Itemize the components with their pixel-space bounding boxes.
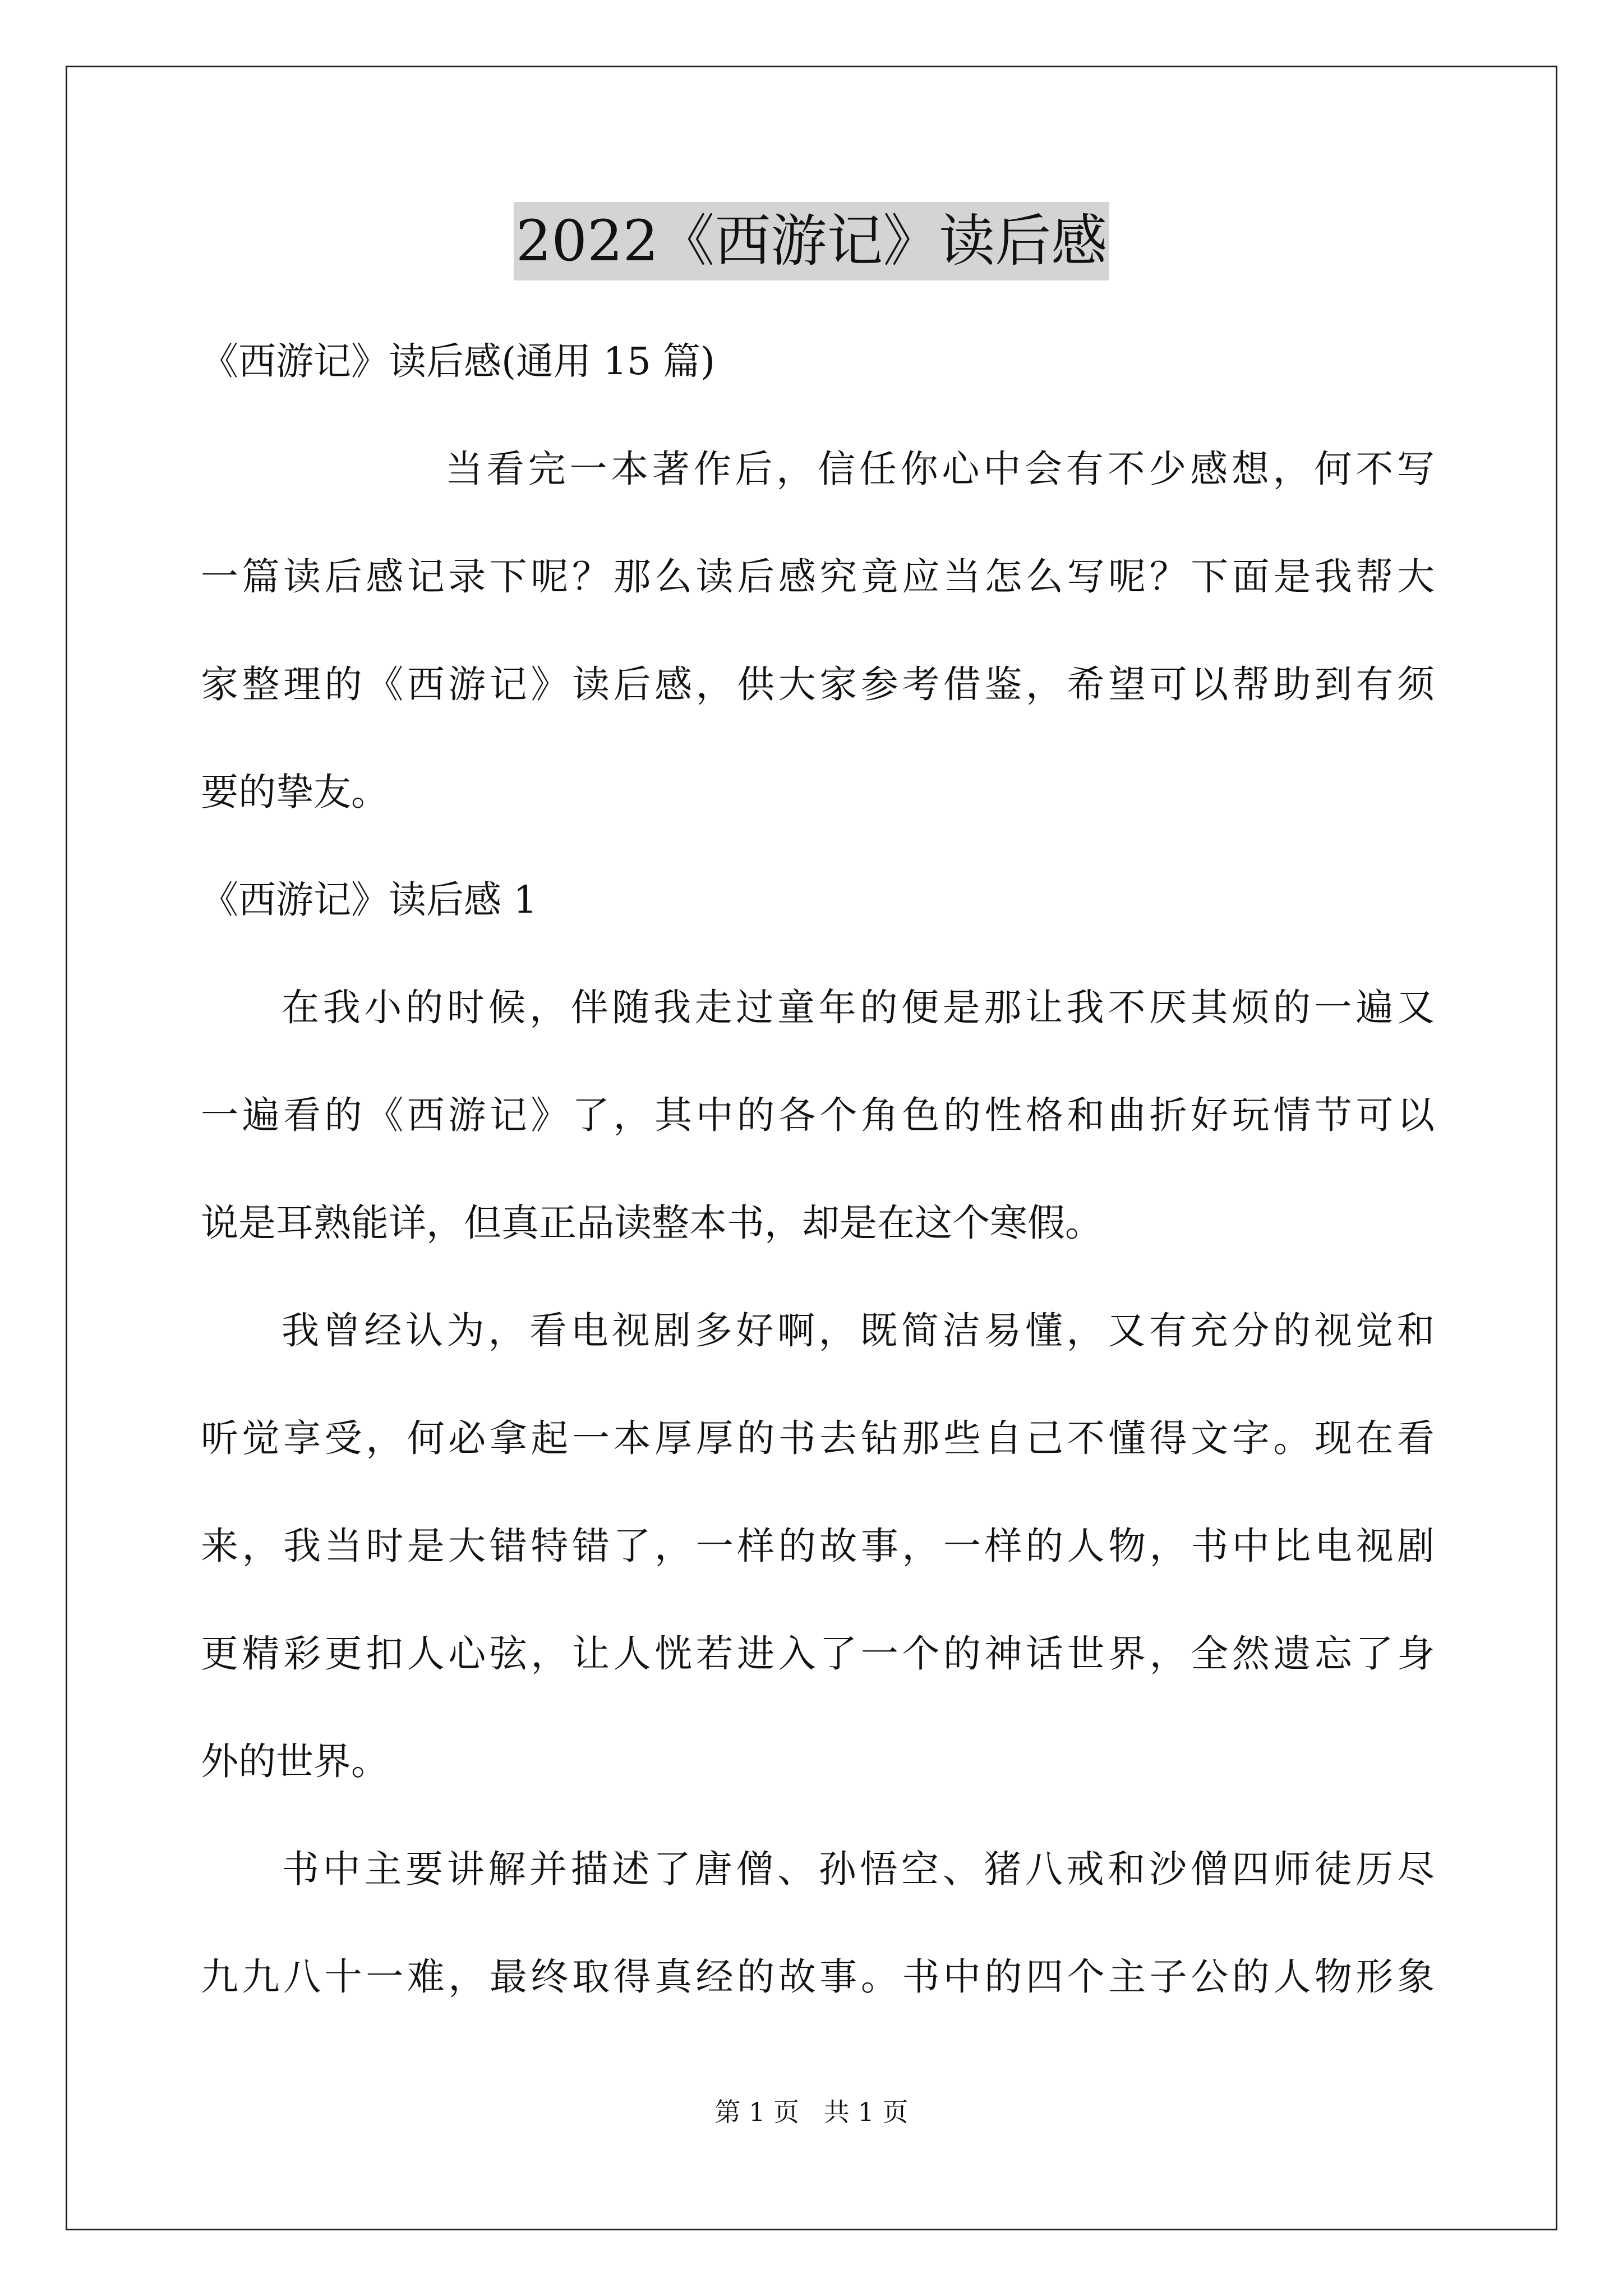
text-line: 一遍看的《西游记》了，其中的各个角色的性格和曲折好玩情节可以 [201, 1093, 1435, 1137]
text-line: 九九八十一难，最终取得真经的故事。书中的四个主子公的人物形象 [201, 1955, 1435, 1999]
document-title-wrapper [0, 202, 1623, 280]
text-line: 在我小的时候，伴随我走过童年的便是那让我不厌其烦的一遍又 [282, 986, 1435, 1029]
subtitle: 《西游记》读后感(通用 15 篇) [201, 339, 716, 383]
section-heading: 《西游记》读后感 1 [201, 878, 537, 922]
text-line: 更精彩更扣人心弦，让人恍若进入了一个的神话世界，全然遗忘了身 [201, 1632, 1435, 1676]
text-line: 要的挚友。 [201, 770, 389, 814]
paragraph-3 [201, 1815, 1435, 2031]
document-body [201, 307, 1435, 2031]
text-line: 听觉享受，何必拿起一本厚厚的书去钻那些自己不懂得文字。现在看 [201, 1416, 1435, 1460]
document-title: 2022《西游记》读后感 [514, 202, 1110, 280]
text-line: 我曾经认为，看电视剧多好啊，既简洁易懂，又有充分的视觉和 [282, 1309, 1435, 1352]
paragraph-1 [201, 954, 1435, 1277]
intro-paragraph [201, 415, 1435, 846]
text-line: 说是耳熟能详，但真正品读整本书，却是在这个寒假。 [201, 1201, 1103, 1245]
text-line: 一篇读后感记录下呢？那么读后感究竟应当怎么写呢？下面是我帮大 [201, 555, 1435, 599]
text-line: 书中主要讲解并描述了唐僧、孙悟空、猪八戒和沙僧四师徒历尽 [282, 1847, 1435, 1891]
page-footer: 第 1 页 共 1 页 [714, 2097, 909, 2127]
paragraph-2 [201, 1277, 1435, 1815]
text-line: 外的世界。 [201, 1740, 389, 1783]
text-line: 当看完一本著作后，信任你心中会有不少感想，何不写 [445, 447, 1435, 491]
text-line: 来，我当时是大错特错了，一样的故事，一样的人物，书中比电视剧 [201, 1524, 1435, 1568]
text-line: 家整理的《西游记》读后感，供大家参考借鉴，希望可以帮助到有须 [201, 662, 1435, 706]
